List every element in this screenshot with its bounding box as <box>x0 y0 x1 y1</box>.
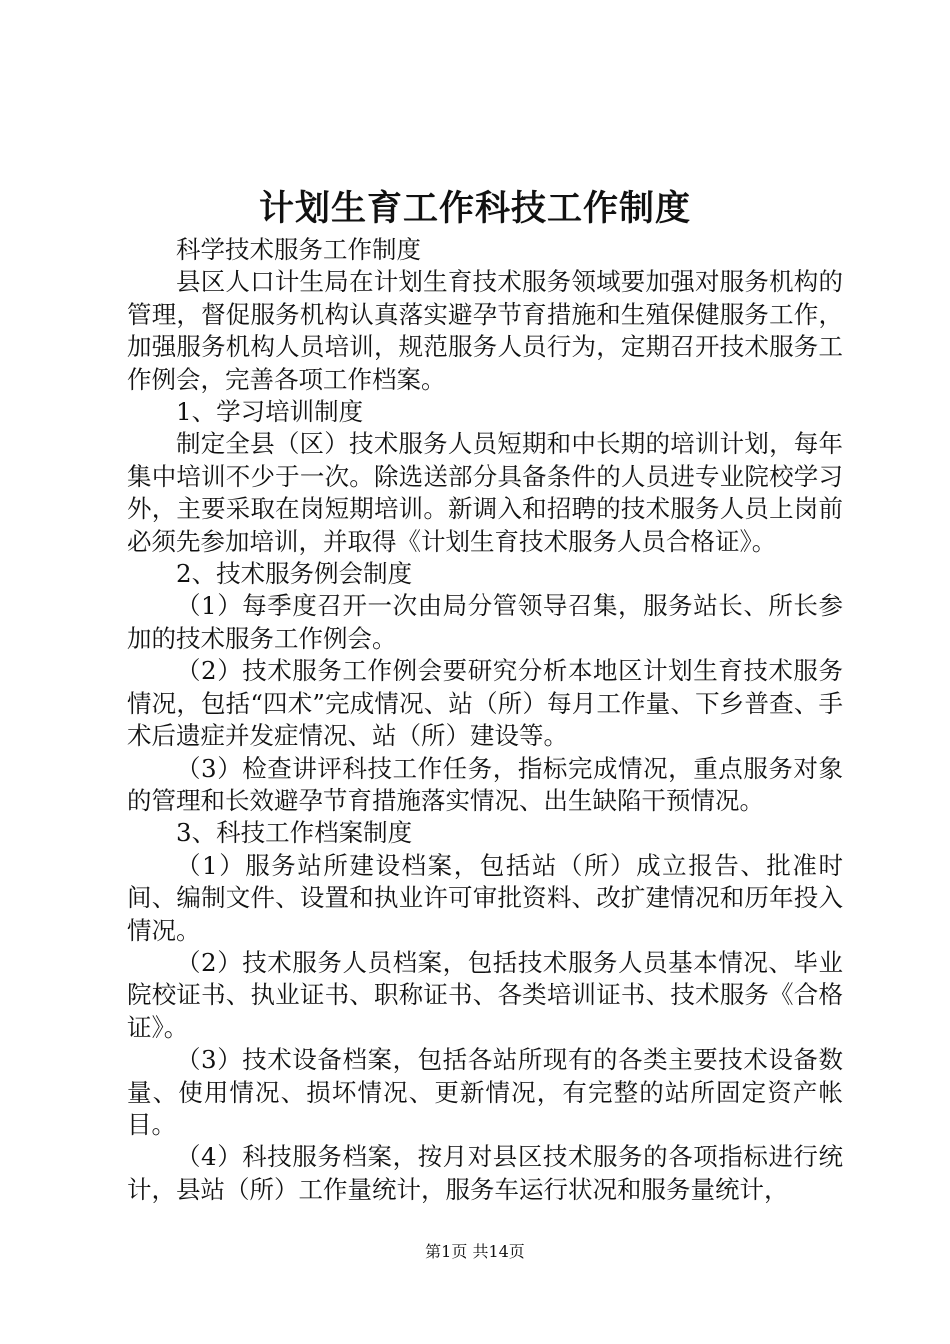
body-paragraph: （2）技术服务工作例会要研究分析本地区计划生育技术服务情况，包括“四术”完成情况、站（所）每月工作量、下乡普查、手术后遗症并发症情况、站（所）建设等。 <box>127 656 843 751</box>
body-paragraph: （2）技术服务人员档案，包括技术服务人员基本情况、毕业院校证书、执业证书、职称证书、各类培训证书、技术服务《合格证》。 <box>127 947 843 1042</box>
section-heading: 3、科技工作档案制度 <box>176 818 413 848</box>
body-paragraph: 县区人口计生局在计划生育技术服务领域要加强对服务机构的管理，督促服务机构认真落实避孕节育措施和生殖保健服务工作，加强服务机构人员培训，规范服务人员行为，定期召开技术服务工作例会，完善各项工作档案。 <box>127 267 843 394</box>
document-body <box>127 234 843 1206</box>
body-paragraph: （1）每季度召开一次由局分管领导召集，服务站长、所长参加的技术服务工作例会。 <box>127 591 843 653</box>
body-paragraph: （3）技术设备档案，包括各站所现有的各类主要技术设备数量、使用情况、损坏情况、更新情况，有完整的站所固定资产帐目。 <box>127 1045 843 1139</box>
document-title: 计划生育工作科技工作制度 <box>258 188 691 229</box>
body-paragraph: （4）科技服务档案，按月对县区技术服务的各项指标进行统计，县站（所）工作量统计，服务车运行状况和服务量统计， <box>127 1142 843 1204</box>
page-number-footer: 第1页 共14页 <box>425 1242 525 1261</box>
section-heading: 科学技术服务工作制度 <box>176 235 421 264</box>
body-paragraph: 制定全县（区）技术服务人员短期和中长期的培训计划，每年集中培训不少于一次。除选送部分具备条件的人员进专业院校学习外，主要采取在岗短期培训。新调入和招聘的技术服务人员上岗前必须先参加培训，并取得《计划生育技术服务人员合格证》。 <box>127 429 843 556</box>
body-paragraph: （3）检查讲评科技工作任务，指标完成情况，重点服务对象的管理和长效避孕节育措施落实情况、出生缺陷干预情况。 <box>127 753 843 815</box>
section-heading: 2、技术服务例会制度 <box>176 559 413 589</box>
body-paragraph: （1）服务站所建设档案，包括站（所）成立报告、批准时间、编制文件、设置和执业许可审批资料、改扩建情况和历年投入情况。 <box>127 850 843 945</box>
section-heading: 1、学习培训制度 <box>176 397 364 427</box>
